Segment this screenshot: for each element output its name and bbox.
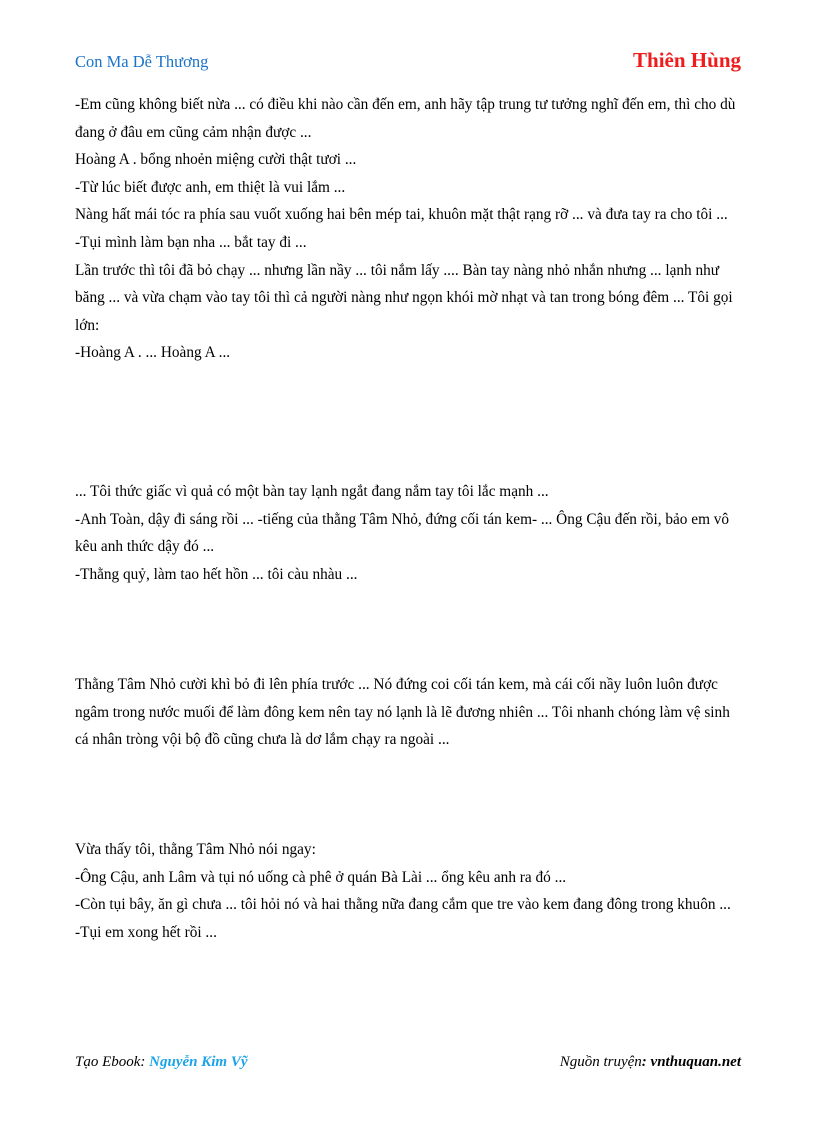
paragraph: -Từ lúc biết được anh, em thiệt là vui lắm ... bbox=[75, 178, 346, 196]
story-source bbox=[560, 1054, 741, 1071]
author-name: Thiên Hùng bbox=[633, 48, 741, 72]
page-footer bbox=[75, 1054, 741, 1078]
paragraph: -Ông Cậu, anh Lâm và tụi nó uống cà phê ở quán Bà Lài ... ổng kêu anh ra đó ... bbox=[75, 868, 567, 886]
paragraph: Lần trước thì tôi đã bỏ chạy ... nhưng lần nầy ... tôi nắm lấy .... Bàn tay nàng nhỏ nhắn nhưng ... lạnh như băng ... và vừa chạm vào tay tôi thì cả người nàng như ngọn khói mờ nhạt và tan trong bóng đêm ... Tôi gọi lớn: bbox=[75, 261, 733, 334]
paragraph: -Anh Toàn, dậy đi sáng rồi ... -tiếng của thằng Tâm Nhỏ, đứng cối tán kem- ... Ông Cậu đến rồi, bảo em vô kêu anh thức dậy đó ... bbox=[75, 510, 730, 556]
paragraph: Vừa thấy tôi, thằng Tâm Nhỏ nói ngay: bbox=[75, 841, 316, 858]
source-value: vnthuquan.net bbox=[650, 1054, 741, 1070]
source-separator: : bbox=[641, 1054, 651, 1070]
book-title: Con Ma Dễ Thương bbox=[75, 52, 209, 71]
text-block-1 bbox=[75, 91, 747, 367]
paragraph: -Còn tụi bây, ăn gì chưa ... tôi hỏi nó và hai thằng nữa đang cắm que tre vào kem đang đông trong khuôn ... bbox=[75, 896, 731, 914]
credit-label: Tạo Ebook bbox=[75, 1054, 141, 1070]
paragraph: -Tụi mình làm bạn nha ... bắt tay đi ... bbox=[75, 233, 307, 251]
text-block-4 bbox=[75, 836, 747, 946]
credit-name: Nguyễn Kim Vỹ bbox=[149, 1054, 248, 1070]
credit-separator: : bbox=[140, 1054, 150, 1070]
paragraph: -Tụi em xong hết rồi ... bbox=[75, 923, 217, 941]
paragraph: Hoàng A . bổng nhoẻn miệng cười thật tươi ... bbox=[75, 151, 357, 169]
paragraph: -Thằng quỷ, làm tao hết hồn ... tôi càu nhàu ... bbox=[75, 565, 358, 583]
paragraph: ... Tôi thức giấc vì quả có một bàn tay lạnh ngắt đang nắm tay tôi lắc mạnh ... bbox=[75, 483, 549, 500]
paragraph: -Em cũng không biết nừa ... có điều khi nào cần đến em, anh hãy tập trung tư tưởng nghĩ đến em, thì cho dù đang ở đâu em cũng cảm nhận được ... bbox=[75, 96, 736, 141]
paragraph: -Hoàng A . ... Hoàng A ... bbox=[75, 344, 231, 362]
text-block-3 bbox=[75, 671, 747, 754]
text-block-2 bbox=[75, 478, 747, 588]
source-label: Nguồn truyện bbox=[559, 1054, 642, 1070]
page-header bbox=[75, 48, 741, 78]
paragraph: Thằng Tâm Nhỏ cười khì bỏ đi lên phía trước ... Nó đứng coi cối tán kem, mà cái cối nầy luôn luôn được ngâm trong nước muối để làm đông kem nên tay nó lạnh là lẽ đương nhiên ... Tôi nhanh chóng làm vệ sinh cá nhân tròng vội bộ đồ cũng chưa là dơ lắm chạy ra ngoài ... bbox=[75, 676, 730, 749]
ebook-credit bbox=[75, 1054, 248, 1071]
paragraph: Nàng hất mái tóc ra phía sau vuốt xuống hai bên mép tai, khuôn mặt thật rạng rỡ ... và đưa tay ra cho tôi ... bbox=[75, 206, 728, 224]
